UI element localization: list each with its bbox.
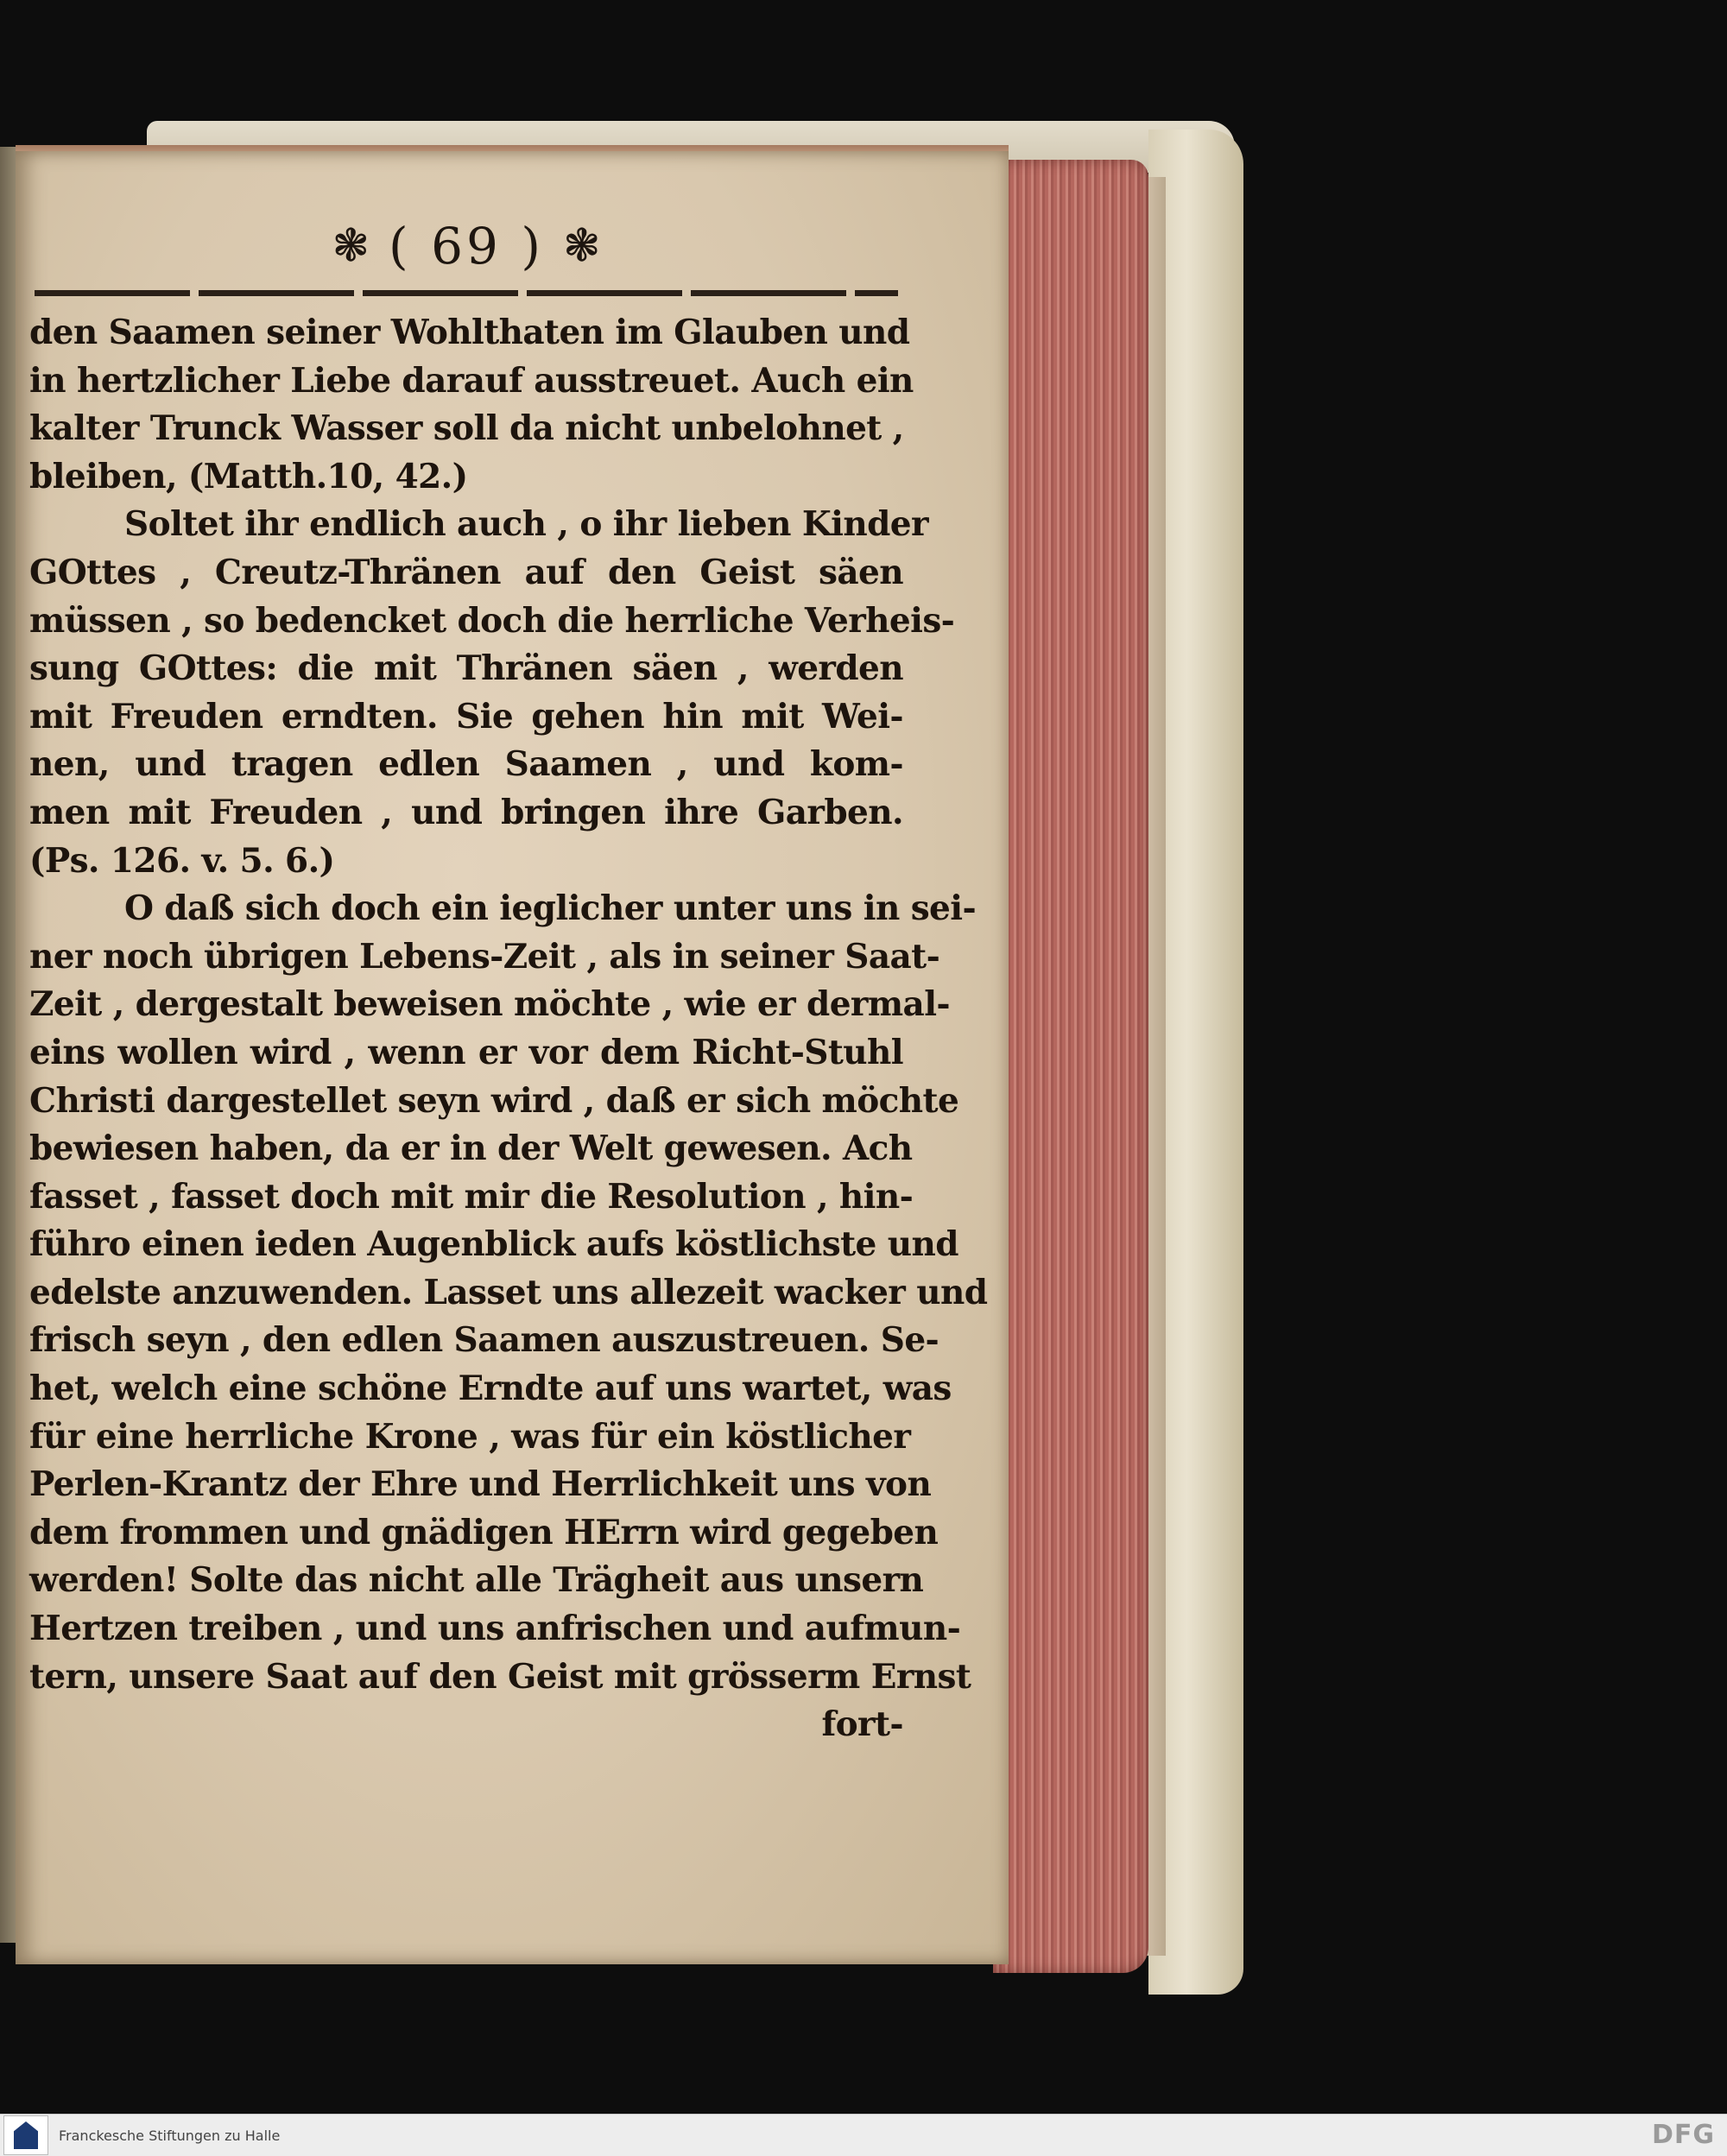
text-line: sung GOttes: die mit Thränen säen , werden (29, 648, 903, 689)
text-line: edelste anzuwenden. Lasset uns allezeit wacker und (29, 1272, 988, 1312)
page-header (294, 212, 639, 281)
ornament-right-icon: ❃ (562, 220, 601, 272)
institution-logo-icon (3, 2115, 48, 2155)
text-line: GOttes , Creutz-Thränen auf den Geist säen (29, 552, 903, 592)
page-edges (993, 160, 1148, 1973)
text-line: werden! Solte das nicht alle Trägheit aus unsern (29, 1560, 924, 1601)
text-line: den Saamen seiner Wohlthaten im Glauben und (29, 313, 910, 352)
text-line: müssen , so bedencket doch die herrliche Verheis- (29, 600, 955, 641)
text-line: führo einen ieden Augenblick aufs köstlichste und (29, 1224, 958, 1265)
text-line: in hertzlicher Liebe darauf ausstreuet. Auch ein (29, 360, 914, 401)
building-icon (14, 2121, 38, 2149)
viewer-footer (0, 2114, 1727, 2156)
text-line: für eine herrliche Krone , was für ein köstlicher (29, 1416, 911, 1457)
text-line: O daß sich doch ein ieglicher unter uns in sei- (124, 888, 977, 929)
text-line: dem frommen und gnädigen HErrn wird gegeben (29, 1512, 939, 1552)
text-line: bleiben, (Matth.10, 42.) (29, 456, 468, 496)
text-line: nen, und tragen edlen Saamen , und kom- (29, 744, 903, 785)
text-line: ner noch übrigen Lebens-Zeit , als in seiner Saat- (29, 936, 940, 977)
text-line: eins wollen wird , wenn er vor dem Richt-Stuhl (29, 1032, 903, 1072)
text-line: Zeit , dergestalt beweisen möchte , wie er dermal- (29, 984, 951, 1025)
body-text (29, 309, 988, 1749)
text-line: Perlen-Krantz der Ehre und Herrlichkeit uns von (29, 1464, 932, 1505)
dfg-logo: DFG (1651, 2120, 1715, 2150)
text-line: Soltet ihr endlich auch , o ihr lieben Kinder (124, 504, 928, 545)
ornament-left-icon: ❃ (332, 220, 370, 272)
text-line: men mit Freuden , und bringen ihre Garben. (29, 792, 903, 832)
text-line: tern, unsere Saat auf den Geist mit grösserm Ernst (29, 1656, 971, 1697)
header-rule (35, 290, 898, 296)
catchword: fort- (821, 1704, 903, 1745)
text-line: het, welch eine schöne Erndte auf uns wartet, was (29, 1369, 952, 1409)
page-number: ( 69 ) (389, 217, 544, 275)
text-line: kalter Trunck Wasser soll da nicht unbelohnet , (29, 408, 904, 449)
institution-name: Franckesche Stiftungen zu Halle (59, 2127, 281, 2144)
text-line: frisch seyn , den edlen Saamen auszustreuen. Se- (29, 1320, 939, 1361)
text-line: mit Freuden erndten. Sie gehen hin mit Wei- (29, 696, 903, 737)
text-line: bewiesen haben, da er in der Welt gewesen. Ach (29, 1129, 913, 1169)
text-line: fasset , fasset doch mit mir die Resolution , hin- (29, 1176, 914, 1217)
text-line: Christi dargestellet seyn wird , daß er sich möchte (29, 1080, 959, 1121)
text-line: Hertzen treiben , und uns anfrischen und aufmun- (29, 1609, 961, 1649)
text-line: (Ps. 126. v. 5. 6.) (29, 840, 335, 881)
